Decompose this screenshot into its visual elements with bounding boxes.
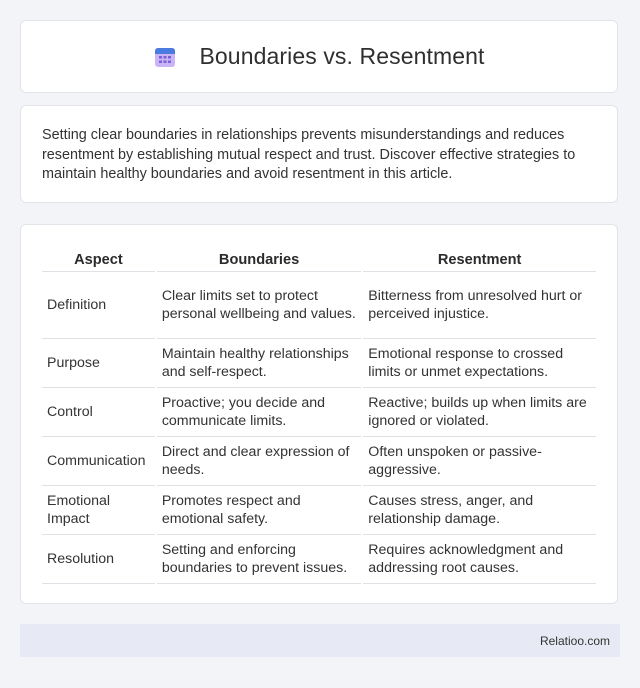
header-resentment: Resentment xyxy=(363,246,596,272)
calendar-icon xyxy=(153,45,177,69)
cell-boundaries: Setting and enforcing boundaries to prevent issues. xyxy=(157,535,361,584)
cell-resentment: Causes stress, anger, and relationship damage. xyxy=(363,486,596,535)
table-row xyxy=(42,535,596,584)
cell-resentment: Often unspoken or passive-aggressive. xyxy=(363,437,596,486)
intro-card xyxy=(20,105,618,203)
cell-boundaries: Promotes respect and emotional safety. xyxy=(157,486,361,535)
table-row xyxy=(42,388,596,437)
title-card xyxy=(20,20,618,93)
title-wrap xyxy=(153,43,484,70)
cell-resentment: Emotional response to crossed limits or unmet expectations. xyxy=(363,339,596,388)
table-row xyxy=(42,272,596,339)
cell-aspect: Control xyxy=(42,388,155,437)
header-boundaries: Boundaries xyxy=(157,246,361,272)
table-row xyxy=(42,437,596,486)
table-row xyxy=(42,339,596,388)
intro-paragraph: Setting clear boundaries in relationships prevents misunderstandings and reduces resentment by establishing mutual respect and trust. Discover effective strategies to maintain healthy boundaries and avoid resentment in this article. xyxy=(42,127,576,182)
cell-aspect: Definition xyxy=(42,272,155,339)
cell-boundaries: Proactive; you decide and communicate limits. xyxy=(157,388,361,437)
cell-aspect: Emotional Impact xyxy=(42,486,155,535)
cell-aspect: Communication xyxy=(42,437,155,486)
table-header-row xyxy=(42,246,596,272)
footer-bar xyxy=(20,624,620,657)
cell-resentment: Reactive; builds up when limits are ignored or violated. xyxy=(363,388,596,437)
cell-boundaries: Direct and clear expression of needs. xyxy=(157,437,361,486)
page-title: Boundaries vs. Resentment xyxy=(199,43,485,69)
cell-boundaries: Clear limits set to protect personal wellbeing and values. xyxy=(157,272,361,339)
cell-aspect: Resolution xyxy=(42,535,155,584)
header-aspect: Aspect xyxy=(42,246,155,272)
cell-boundaries: Maintain healthy relationships and self-respect. xyxy=(157,339,361,388)
cell-aspect: Purpose xyxy=(42,339,155,388)
cell-resentment: Requires acknowledgment and addressing root causes. xyxy=(363,535,596,584)
cell-resentment: Bitterness from unresolved hurt or perceived injustice. xyxy=(363,272,596,339)
comparison-table xyxy=(40,246,598,584)
table-card xyxy=(20,224,618,604)
footer-site-name: Relatioo.com xyxy=(539,633,610,648)
table-row xyxy=(42,486,596,535)
